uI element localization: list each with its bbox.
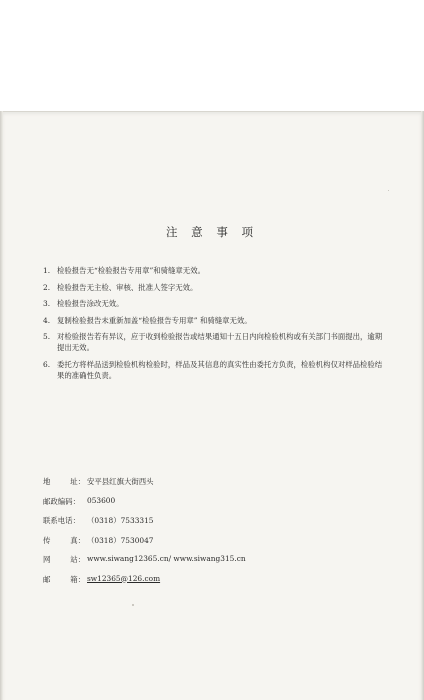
website-label: 网 站：	[43, 555, 85, 564]
email-row	[43, 574, 246, 594]
note-item	[43, 359, 388, 381]
note-number: 5.	[43, 332, 51, 341]
email-label: 邮 箱：	[43, 574, 85, 584]
note-number: 2.	[43, 282, 51, 292]
note-item	[43, 265, 388, 276]
address-value: 安平县红旗大街西头	[87, 477, 154, 486]
note-item	[43, 331, 388, 353]
fax-label: 传 真：	[43, 535, 85, 545]
phone-label: 联系电话：	[43, 516, 80, 525]
address-label: 地 址：	[43, 477, 85, 486]
contact-block	[43, 476, 246, 593]
postcode-value: 053600	[87, 495, 116, 505]
note-text: 检验报告涂改无效。	[57, 299, 124, 308]
note-text: 复制检验报告未重新加盖“检验报告专用章” 和骑缝章无效。	[57, 315, 252, 325]
note-item	[43, 298, 388, 309]
postcode-label: 邮政编码：	[43, 496, 80, 506]
note-number: 3.	[43, 299, 51, 308]
fax-value: （0318）7530047	[87, 535, 154, 545]
phone-value: （0318）7533315	[87, 516, 154, 525]
note-text: 检验报告无主检、审核、批准人签字无效。	[57, 282, 198, 292]
note-item	[43, 315, 388, 326]
address-row	[43, 476, 246, 496]
note-number: 4.	[43, 315, 51, 325]
note-number: 6.	[43, 359, 51, 369]
email-link[interactable]: sw12365@126.com	[87, 573, 161, 583]
note-number: 1.	[43, 266, 51, 275]
website-link[interactable]: www.siwang12365.cn/ www.siwang315.cn	[87, 554, 246, 563]
website-row	[43, 554, 246, 574]
note-item	[43, 282, 388, 293]
scan-speck	[132, 604, 134, 606]
scanned-page	[3, 111, 421, 700]
notes-list	[43, 265, 388, 386]
note-text: 对检验报告若有异议，应于收到检验报告或结果通知十五日内向检验机构或有关部门书面提出，逾期提出无效。	[57, 332, 383, 352]
note-text: 委托方将样品送到检验机构检验时，样品及其信息的真实性由委托方负责，检验机构仅对样品检验结果的准确性负责。	[57, 359, 383, 380]
page-title: 注 意 事 项	[166, 225, 258, 239]
fax-row	[43, 535, 246, 555]
phone-row	[43, 515, 246, 535]
scan-speck	[388, 190, 389, 191]
postcode-row	[43, 496, 246, 516]
note-text: 检验报告无“检验报告专用章”和骑缝章无效。	[57, 266, 205, 275]
